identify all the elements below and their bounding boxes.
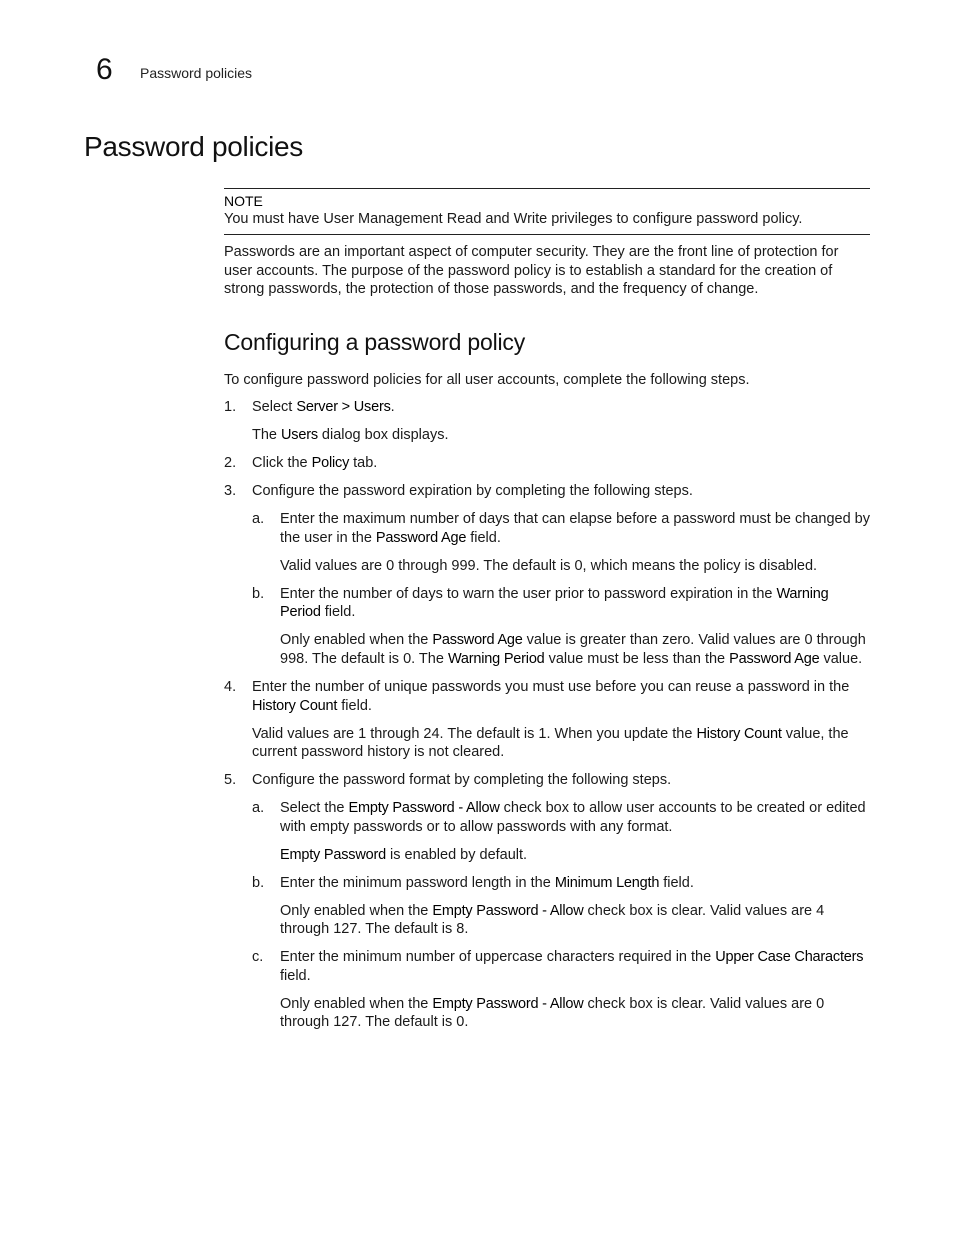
section-lead: To configure password policies for all user accounts, complete the following steps. [224,371,750,388]
ui-term: Empty Password - Allow [432,902,584,919]
ui-term: History Count [252,697,338,714]
note-label: NOTE [224,193,263,209]
step-number: 1. [224,399,237,416]
step-5c-note [224,995,870,1032]
note-text: value. [819,651,863,668]
step-5a-note [224,846,870,865]
note-text: value is greater than zero. Valid values are 0 through 998. The default is 0. The [280,632,866,668]
step-3 [224,482,870,501]
step-5a [224,799,870,836]
substep-letter: a. [252,800,265,817]
step-5b [224,874,870,893]
step-text: Configure the password format by completing the following steps. [252,772,672,789]
note-text: check box is clear. Valid values are 4 through 127. The default is 8. [280,902,825,938]
intro-paragraph: Passwords are an important aspect of computer security. They are the front line of protection for user accounts. The purpose of the password policy is to establish a standard for the creation of strong passwords, the protection of those passwords, and the frequency of change. [224,244,839,298]
step-text: tab. [349,455,378,472]
ui-term: History Count [696,725,782,742]
step-text: Click the [252,455,312,472]
ui-term: Empty Password - Allow [432,995,584,1012]
step-1 [224,398,870,417]
ui-term: Warning Period [280,585,829,621]
step-3b [224,585,870,622]
note-text: Only enabled when the [280,632,433,649]
note-text: Only enabled when the [280,995,433,1012]
step-text: field. [320,604,356,621]
step-number: 3. [224,483,237,500]
ui-term: Server > Users [296,399,391,416]
note-text: Only enabled when the [280,902,433,919]
step-number: 4. [224,679,237,696]
substep-letter: b. [252,585,265,602]
page-title: Password policies [84,131,303,162]
step-number: 5. [224,772,237,789]
substep-letter: c. [252,949,264,966]
main-content [224,243,870,1041]
substep-letter: b. [252,874,265,891]
step-text: . [390,399,395,416]
note-text: The [252,427,282,444]
step-text: Enter the number of unique passwords you must use before you can reuse a password in the [252,679,850,696]
ui-term: Upper Case Characters [715,949,864,966]
ui-term: Minimum Length [554,874,660,891]
step-3b-note [224,631,870,668]
section-heading: Configuring a password policy [224,328,526,355]
note-text: value, the current password history is not cleared. [252,725,849,761]
ui-term: Password Age [432,632,523,649]
ui-term: Password Age [729,651,820,668]
step-3a-note: Valid values are 0 through 999. The default is 0, which means the policy is disabled. [280,557,818,574]
step-5b-note [224,902,870,939]
note-box [224,188,870,235]
step-text: Enter the minimum password length in the [280,874,555,891]
step-text: Select [252,399,297,416]
step-5 [224,771,870,790]
ui-term: Warning Period [447,651,545,668]
ui-term: Users [281,427,318,444]
note-text: is enabled by default. [386,846,528,863]
step-1-note [224,426,870,445]
chapter-number: 6 [96,53,113,86]
ui-term: Policy [311,455,350,472]
note-text: You must have User Management Read and Write privileges to configure password policy. [224,211,803,227]
substep-letter: a. [252,511,265,528]
running-header-title: Password policies [140,65,253,81]
note-text: dialog box displays. [317,427,449,444]
note-text: check box is clear. Valid values are 0 through 127. The default is 0. [280,995,825,1031]
step-3a [224,510,870,547]
step-2 [224,454,870,473]
ui-term: Empty Password [280,846,386,863]
step-text: field. [280,967,311,984]
note-text: value must be less than the [544,651,730,668]
step-text: Enter the number of days to warn the user prior to password expiration in the [280,585,777,602]
step-5c [224,948,870,985]
step-number: 2. [224,455,237,472]
step-4 [224,678,870,715]
step-4-note [224,725,870,762]
step-text: field. [466,529,501,546]
ui-term: Password Age [375,529,467,546]
note-text: Valid values are 1 through 24. The default is 1. When you update the [252,725,697,742]
step-text: Select the [280,800,349,817]
ui-term: Empty Password - Allow [348,800,500,817]
step-text: field. [337,697,372,714]
step-text: check box to allow user accounts to be created or edited with empty passwords or to allow passwords with any format. [280,800,866,835]
step-text: Configure the password expiration by completing the following steps. [252,483,693,500]
step-text: Enter the maximum number of days that can elapse before a password must be changed by the user in the [280,511,870,546]
step-text: Enter the minimum number of uppercase characters required in the [280,949,716,966]
step-text: field. [659,874,694,891]
